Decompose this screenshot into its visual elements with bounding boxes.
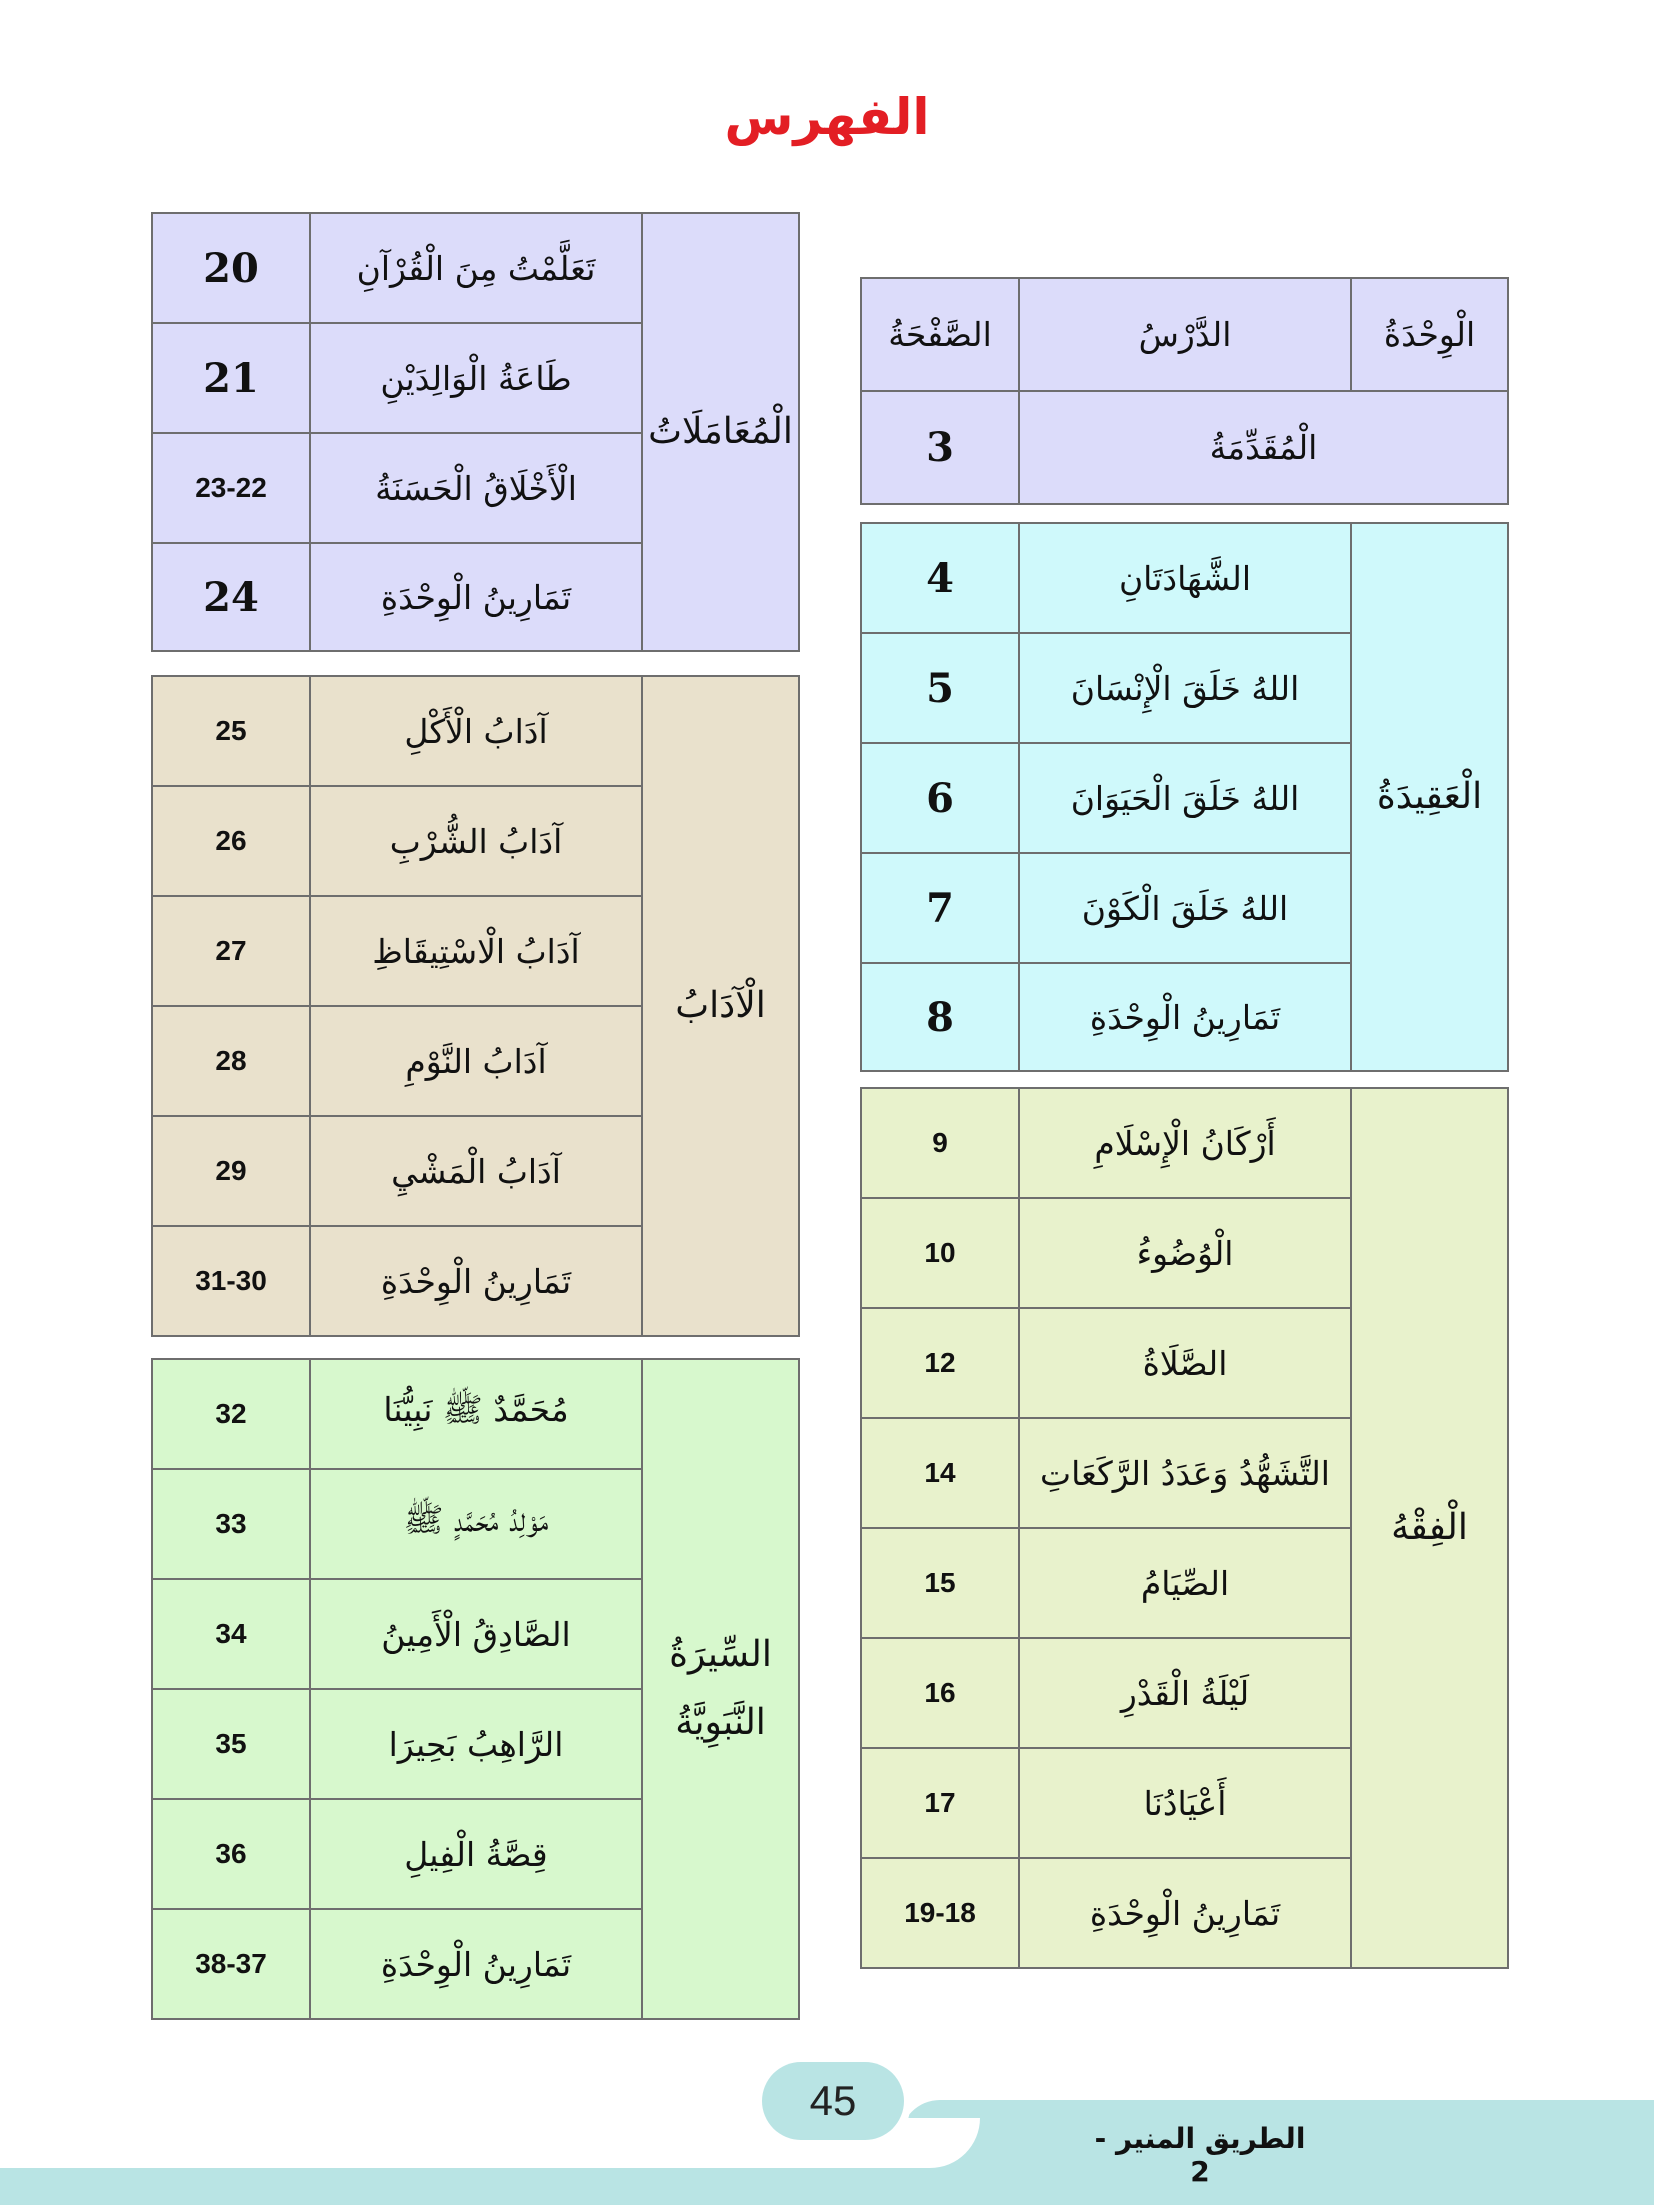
lesson-page: 15 xyxy=(861,1528,1019,1638)
lesson-page: 5 xyxy=(861,633,1019,743)
table-row xyxy=(861,1088,1508,1198)
lesson-title: اللهُ خَلَقَ الْكَوْنَ xyxy=(1019,853,1351,963)
lesson-page: 12 xyxy=(861,1308,1019,1418)
table-row xyxy=(152,1359,799,1469)
unit-name: الْعَقِيدَةُ xyxy=(1351,523,1508,1071)
lesson-page: 19-18 xyxy=(861,1858,1019,1968)
lesson-title: آدَابُ الْأَكْلِ xyxy=(310,676,642,786)
lesson-title: لَيْلَةُ الْقَدْرِ xyxy=(1019,1638,1351,1748)
lesson-page: 35 xyxy=(152,1689,310,1799)
unit-name: الْآدَابُ xyxy=(642,676,799,1336)
table-row xyxy=(861,523,1508,633)
lesson-page: 32 xyxy=(152,1359,310,1469)
lesson-page: 20 xyxy=(152,213,310,323)
page-number: 45 xyxy=(762,2062,904,2140)
lesson-page: 34 xyxy=(152,1579,310,1689)
unit-aqeedah-table xyxy=(860,522,1509,1072)
lesson-page: 7 xyxy=(861,853,1019,963)
intro-lesson: الْمُقَدِّمَةُ xyxy=(1019,391,1508,504)
lesson-page: 4 xyxy=(861,523,1019,633)
lesson-page: 17 xyxy=(861,1748,1019,1858)
lesson-title: تَمَارِينُ الْوِحْدَةِ xyxy=(1019,963,1351,1071)
header-unit: الْوِحْدَةُ xyxy=(1351,278,1508,391)
book-title: الطريق المنير - 2 xyxy=(1094,2122,1306,2188)
lesson-title: آدَابُ الشُّرْبِ xyxy=(310,786,642,896)
lesson-page: 31-30 xyxy=(152,1226,310,1336)
lesson-title: الشَّهَادَتَانِ xyxy=(1019,523,1351,633)
lesson-page: 8 xyxy=(861,963,1019,1071)
lesson-title: أَعْيَادُنَا xyxy=(1019,1748,1351,1858)
lesson-title: الْوُضُوءُ xyxy=(1019,1198,1351,1308)
lesson-page: 23-22 xyxy=(152,433,310,543)
unit-name xyxy=(642,1359,799,2019)
unit-fiqh-table xyxy=(860,1087,1509,1969)
lesson-page: 36 xyxy=(152,1799,310,1909)
header-page: الصَّفْحَةُ xyxy=(861,278,1019,391)
lesson-title: الرَّاهِبُ بَحِيرَا xyxy=(310,1689,642,1799)
unit-seerah-table xyxy=(151,1358,800,2020)
lesson-title: تَمَارِينُ الْوِحْدَةِ xyxy=(310,1909,642,2019)
unit-name: الْفِقْهُ xyxy=(1351,1088,1508,1968)
lesson-title: تَعَلَّمْتُ مِنَ الْقُرْآنِ xyxy=(310,213,642,323)
intro-page: 3 xyxy=(861,391,1019,504)
lesson-title: تَمَارِينُ الْوِحْدَةِ xyxy=(1019,1858,1351,1968)
header-lesson: الدَّرْسُ xyxy=(1019,278,1351,391)
lesson-title: مَوْلِدُ مُحَمَّدٍ ﷺ xyxy=(310,1469,642,1579)
lesson-page: 26 xyxy=(152,786,310,896)
lesson-title: تَمَارِينُ الْوِحْدَةِ xyxy=(310,543,642,651)
lesson-page: 9 xyxy=(861,1088,1019,1198)
lesson-page: 6 xyxy=(861,743,1019,853)
lesson-page: 24 xyxy=(152,543,310,651)
lesson-title: التَّشَهُّدُ وَعَدَدُ الرَّكَعَاتِ xyxy=(1019,1418,1351,1528)
lesson-page: 25 xyxy=(152,676,310,786)
lesson-page: 21 xyxy=(152,323,310,433)
lesson-title: اللهُ خَلَقَ الْحَيَوَانَ xyxy=(1019,743,1351,853)
lesson-title: قِصَّةُ الْفِيلِ xyxy=(310,1799,642,1909)
unit-adab-table xyxy=(151,675,800,1337)
lesson-title: الصِّيَامُ xyxy=(1019,1528,1351,1638)
lesson-page: 14 xyxy=(861,1418,1019,1528)
unit-name: الْمُعَامَلَاتُ xyxy=(642,213,799,651)
lesson-title: مُحَمَّدٌ ﷺ نَبِيُّنَا xyxy=(310,1359,642,1469)
unit-muamalat-table xyxy=(151,212,800,652)
table-row xyxy=(152,213,799,323)
lesson-page: 16 xyxy=(861,1638,1019,1748)
lesson-title: تَمَارِينُ الْوِحْدَةِ xyxy=(310,1226,642,1336)
table-row xyxy=(152,676,799,786)
table-row xyxy=(861,391,1508,504)
lesson-title: أَرْكَانُ الْإِسْلَامِ xyxy=(1019,1088,1351,1198)
lesson-title: طَاعَةُ الْوَالِدَيْنِ xyxy=(310,323,642,433)
lesson-title: الصَّادِقُ الْأَمِينُ xyxy=(310,1579,642,1689)
unit-name-line-2: النَّبَوِيَّةُ xyxy=(675,1702,766,1743)
lesson-title: آدَابُ الْاسْتِيقَاظِ xyxy=(310,896,642,1006)
lesson-page: 38-37 xyxy=(152,1909,310,2019)
lesson-page: 27 xyxy=(152,896,310,1006)
lesson-title: آدَابُ الْمَشْيِ xyxy=(310,1116,642,1226)
lesson-page: 28 xyxy=(152,1006,310,1116)
lesson-page: 10 xyxy=(861,1198,1019,1308)
lesson-title: الصَّلَاةُ xyxy=(1019,1308,1351,1418)
lesson-title: الْأَخْلَاقُ الْحَسَنَةُ xyxy=(310,433,642,543)
toc-header-table xyxy=(860,277,1509,505)
lesson-title: اللهُ خَلَقَ الْإِنْسَانَ xyxy=(1019,633,1351,743)
page-title: الفهرس xyxy=(724,88,930,146)
lesson-page: 29 xyxy=(152,1116,310,1226)
unit-name-line-1: السِّيرَةُ xyxy=(669,1633,772,1675)
lesson-title: آدَابُ النَّوْمِ xyxy=(310,1006,642,1116)
lesson-page: 33 xyxy=(152,1469,310,1579)
